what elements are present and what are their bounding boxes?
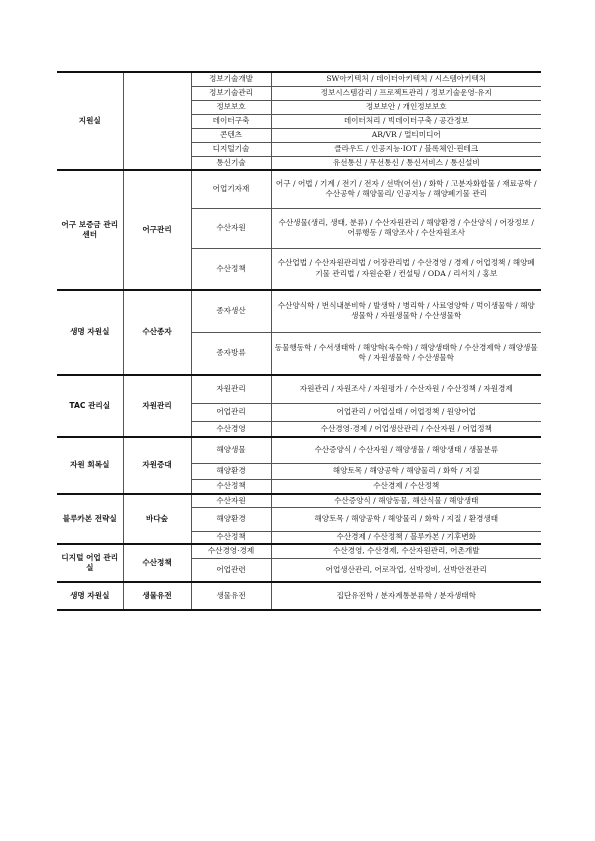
field-cell: 어업관련 bbox=[191, 558, 271, 582]
dept-cell: 어구관리 bbox=[123, 170, 191, 290]
org-cell: TAC 관리실 bbox=[57, 375, 123, 437]
table-row bbox=[57, 170, 541, 208]
org-cell: 생명 자원실 bbox=[57, 290, 123, 375]
field-cell: 디지털기술 bbox=[191, 142, 271, 156]
dept-cell bbox=[123, 72, 191, 170]
field-cell: 해양환경 bbox=[191, 507, 271, 531]
field-cell: 정보보호 bbox=[191, 100, 271, 114]
table-row bbox=[57, 375, 541, 403]
field-cell: 종자생산 bbox=[191, 290, 271, 332]
table-row bbox=[57, 494, 541, 507]
field-cell: 어업기자재 bbox=[191, 170, 271, 208]
desc-cell: 수산경제 / 수산정책 bbox=[271, 479, 541, 494]
field-cell: 어업관리 bbox=[191, 403, 271, 421]
desc-cell: 어업생산관리, 어로작업, 선박정비, 선박안전관리 bbox=[271, 558, 541, 582]
field-cell: 해양환경 bbox=[191, 463, 271, 479]
expert-field-table bbox=[57, 71, 541, 611]
desc-cell: 유선통신 / 무선통신 / 통신서비스 / 통신설비 bbox=[271, 156, 541, 170]
org-cell: 디지털 어업 관리실 bbox=[57, 544, 123, 582]
desc-cell: 어업관리 / 어업실태 / 어업정책 / 원양어업 bbox=[271, 403, 541, 421]
org-cell: 블루카본 전략실 bbox=[57, 494, 123, 544]
desc-cell: 수산업법 / 수산자원관리법 / 어장관리법 / 수산경영 / 경제 / 어업정책 / 해양폐기물 관리법 / 자원순환 / 컨설팅 / ODA / 리서치 / 홍보 bbox=[271, 248, 541, 290]
desc-cell: 집단유전학 / 분자계통분류학 / 분자생태학 bbox=[271, 582, 541, 610]
desc-cell: 수산증양식 / 수산자원 / 해양생물 / 해양생태 / 생물분류 bbox=[271, 437, 541, 463]
desc-cell: 수산양식학 / 번식내분비학 / 발생학 / 병리학 / 사료영양학 / 먹이생물학 / 해양생물학 / 자원생물학 / 수산생물학 bbox=[271, 290, 541, 332]
desc-cell: 해양토목 / 해양공학 / 해양물리 / 화학 / 지질 bbox=[271, 463, 541, 479]
desc-cell: SW아키텍처 / 데이터아키텍처 / 시스템아키텍처 bbox=[271, 72, 541, 86]
desc-cell: 데이터처리 / 빅데이터구축 / 공간정보 bbox=[271, 114, 541, 128]
desc-cell: 해양토목 / 해양공학 / 해양물리 / 화학 / 지질 / 환경생태 bbox=[271, 507, 541, 531]
org-cell: 어구 보증금 관리센터 bbox=[57, 170, 123, 290]
field-cell: 수산정책 bbox=[191, 248, 271, 290]
field-cell: 자원관리 bbox=[191, 375, 271, 403]
desc-cell: 클라우드 / 인공지능·IOT / 블록체인·핀테크 bbox=[271, 142, 541, 156]
table-row bbox=[57, 72, 541, 86]
desc-cell: 수산경영·경제 / 어업생산관리 / 수산자원 / 어업정책 bbox=[271, 421, 541, 437]
field-cell: 수산정책 bbox=[191, 479, 271, 494]
field-cell: 콘텐츠 bbox=[191, 128, 271, 142]
field-cell: 종자방류 bbox=[191, 332, 271, 375]
table-row bbox=[57, 290, 541, 332]
dept-cell: 바다숲 bbox=[123, 494, 191, 544]
field-cell: 정보기술관리 bbox=[191, 86, 271, 100]
field-cell: 데이터구축 bbox=[191, 114, 271, 128]
field-cell: 수산경영·경제 bbox=[191, 544, 271, 558]
field-cell: 생물유전 bbox=[191, 582, 271, 610]
desc-cell: 수산생물(생리, 생태, 분류) / 수산자원관리 / 해양환경 / 수산양식 / 어장정보 / 어류행동 / 해양조사 / 수산자원조사 bbox=[271, 208, 541, 248]
org-cell: 생명 자원실 bbox=[57, 582, 123, 610]
field-cell: 수산정책 bbox=[191, 531, 271, 544]
desc-cell: AR/VR / 멀티미디어 bbox=[271, 128, 541, 142]
field-cell: 수산자원 bbox=[191, 494, 271, 507]
table-row bbox=[57, 544, 541, 558]
field-cell: 수산자원 bbox=[191, 208, 271, 248]
dept-cell: 자원증대 bbox=[123, 437, 191, 494]
field-cell: 수산경영 bbox=[191, 421, 271, 437]
desc-cell: 수산경제 / 수산정책 / 블루카본 / 기후변화 bbox=[271, 531, 541, 544]
desc-cell: 자원관리 / 자원조사 / 자원평가 / 수산자원 / 수산정책 / 자원경제 bbox=[271, 375, 541, 403]
desc-cell: 수산경영, 수산경제, 수산자원관리, 어촌개발 bbox=[271, 544, 541, 558]
field-cell: 정보기술개발 bbox=[191, 72, 271, 86]
org-cell: 자원 회복실 bbox=[57, 437, 123, 494]
desc-cell: 동물행동학 / 수서생태학 / 해양학(육수학) / 해양생태학 / 수산경제학 / 해양생물학 / 자원생물학 / 수산생물학 bbox=[271, 332, 541, 375]
desc-cell: 정보보안 / 개인정보보호 bbox=[271, 100, 541, 114]
table-row bbox=[57, 437, 541, 463]
field-cell: 해양생물 bbox=[191, 437, 271, 463]
dept-cell: 자원관리 bbox=[123, 375, 191, 437]
dept-cell: 수산종자 bbox=[123, 290, 191, 375]
desc-cell: 어구 / 어법 / 기계 / 전기 / 전자 / 선박(어선) / 화학 / 고분자화합물 / 재료공학 / 수산공학 / 해양물리/ 인공지능 / 해양폐기물 관리 bbox=[271, 170, 541, 208]
table-row bbox=[57, 582, 541, 610]
desc-cell: 수산증양식 / 해양동물, 해산식물 / 해양생태 bbox=[271, 494, 541, 507]
org-cell: 지원실 bbox=[57, 72, 123, 170]
desc-cell: 정보시스템감리 / 프로젝트관리 / 정보기술운영·유지 bbox=[271, 86, 541, 100]
dept-cell: 수산정책 bbox=[123, 544, 191, 582]
field-cell: 통신기술 bbox=[191, 156, 271, 170]
dept-cell: 생물유전 bbox=[123, 582, 191, 610]
